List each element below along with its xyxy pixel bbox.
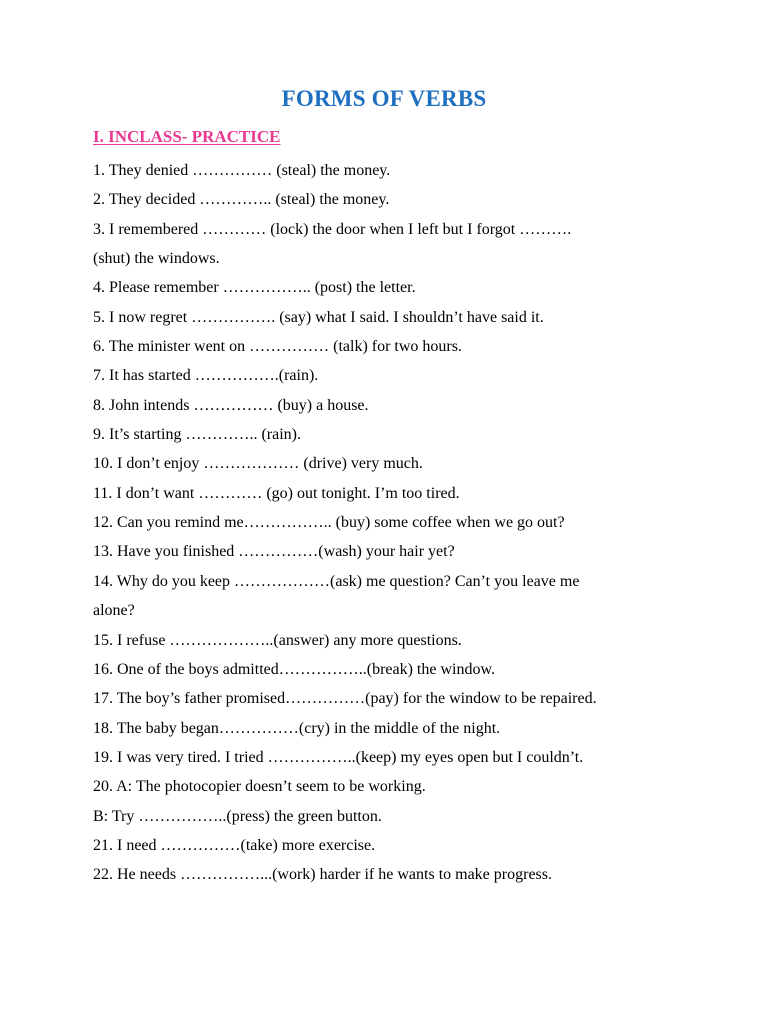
exercise-line: 8. John intends …………… (buy) a house.: [93, 396, 369, 414]
section-heading: I. INCLASS- PRACTICE: [93, 127, 281, 146]
exercise-line: 11. I don’t want ………… (go) out tonight. I’m too tired.: [93, 484, 460, 502]
exercise-line: 1. They denied …………… (steal) the money.: [93, 162, 391, 179]
exercise-line: 20. A: The photocopier doesn’t seem to be working.: [93, 778, 426, 796]
exercise-line: 7. It has started …………….(rain).: [93, 367, 319, 385]
exercise-line: 3. I remembered ………… (lock) the door when I left but I forgot ……….: [93, 220, 572, 238]
exercise-line: 5. I now regret ……………. (say) what I said. I shouldn’t have said it.: [93, 308, 544, 326]
exercise-line: 21. I need ……………(take) more exercise.: [93, 836, 376, 854]
exercise-line: B: Try ……………..(press) the green button.: [93, 807, 382, 825]
exercise-line: 10. I don’t enjoy ……………… (drive) very much.: [93, 455, 423, 473]
exercise-line: 19. I was very tired. I tried ……………..(keep) my eyes open but I couldn’t.: [93, 748, 584, 766]
exercise-line: 12. Can you remind me…………….. (buy) some coffee when we go out?: [93, 514, 565, 532]
exercise-line: 13. Have you finished ……………(wash) your hair yet?: [93, 543, 455, 561]
page-title: FORMS OF VERBS: [281, 86, 487, 111]
exercise-list: [93, 156, 693, 890]
exercise-line: 2. They decided ………….. (steal) the money.: [93, 191, 390, 209]
exercise-line: 18. The baby began……………(cry) in the middle of the night.: [93, 719, 501, 737]
exercise-line: 14. Why do you keep ………………(ask) me question? Can’t you leave me: [93, 572, 580, 590]
exercise-line: 9. It’s starting ………….. (rain).: [93, 426, 301, 444]
exercise-line: 15. I refuse ………………..(answer) any more questions.: [93, 631, 462, 649]
exercise-line: 4. Please remember …………….. (post) the letter.: [93, 279, 416, 297]
exercise-line: alone?: [93, 602, 135, 620]
exercise-line: 17. The boy’s father promised……………(pay) for the window to be repaired.: [93, 690, 597, 708]
exercise-line: (shut) the windows.: [93, 250, 220, 268]
exercise-line: 22. He needs ……………...(work) harder if he wants to make progress.: [93, 866, 552, 884]
exercise-line: 16. One of the boys admitted……………..(break) the window.: [93, 660, 495, 678]
exercise-line: 6. The minister went on …………… (talk) for two hours.: [93, 338, 462, 356]
